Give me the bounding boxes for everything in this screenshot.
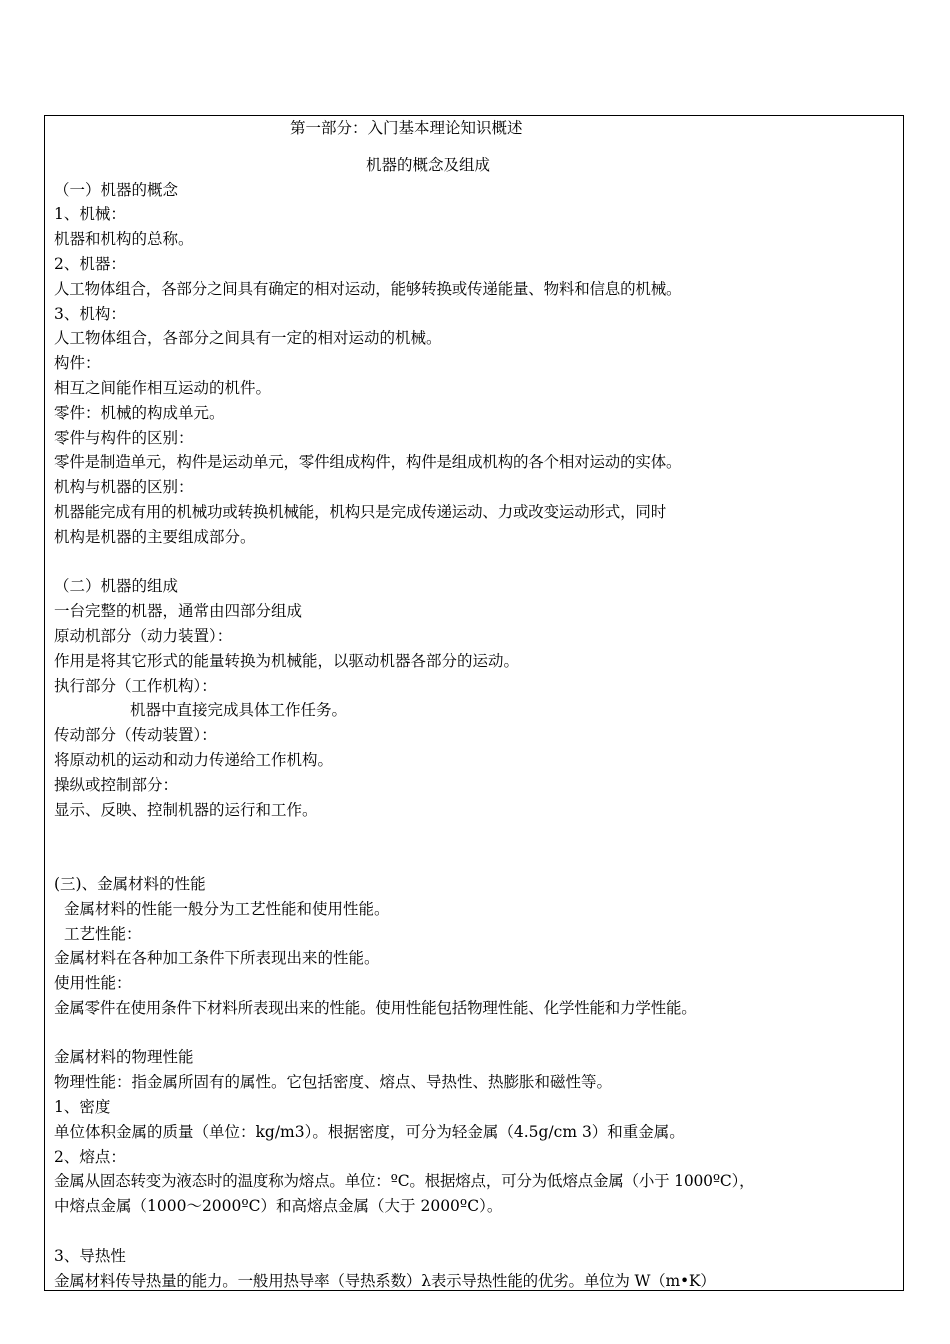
text-line: 中熔点金属（1000～2000ºC）和高熔点金属（大于 2000ºC）。: [54, 1197, 503, 1216]
text-line: 单位体积金属的质量（单位：kg/m3）。根据密度，可分为轻金属（4.5g/cm 3）和重金属。: [54, 1122, 685, 1141]
blank-line: [54, 550, 899, 575]
text-line: 金属材料的性能一般分为工艺性能和使用性能。: [64, 899, 390, 918]
text-line: 零件：机械的构成单元。: [54, 403, 225, 422]
text-line: 机构与机器的区别：: [54, 478, 194, 497]
document-frame: [44, 115, 904, 1291]
text-line: 金属材料传导热量的能力。一般用热导率（导热系数）λ表示导热性能的优劣。单位为 W（m•K）: [54, 1271, 716, 1290]
text-line: 1、密度: [54, 1098, 111, 1117]
section-heading: （一）机器的概念: [54, 180, 179, 199]
text-line: 工艺性能：: [64, 924, 142, 943]
text-line: 零件与构件的区别：: [54, 428, 194, 447]
text-line: 2、熔点：: [54, 1147, 126, 1166]
text-line: 物理性能：指金属所固有的属性。它包括密度、熔点、导热性、热膨胀和磁性等。: [54, 1073, 613, 1092]
text-line: 金属零件在使用条件下材料所表现出来的性能。使用性能包括物理性能、化学性能和力学性能。: [54, 998, 697, 1017]
text-line: 机器能完成有用的机械功或转换机械能，机构只是完成传递运动、力或改变运动形式，同时: [54, 502, 667, 521]
document-body: [54, 116, 899, 1291]
section-heading: （二）机器的组成: [54, 577, 179, 596]
text-line: 2、机器：: [54, 254, 126, 273]
text-line: 使用性能：: [54, 974, 132, 993]
text-line: 金属从固态转变为液态时的温度称为熔点。单位：ºC。根据熔点，可分为低熔点金属（小于 1000ºC），: [54, 1172, 755, 1191]
text-line: 3、导热性: [54, 1246, 126, 1265]
text-line: 机器和机构的总称。: [54, 230, 194, 249]
text-line: 人工物体组合，各部分之间具有确定的相对运动，能够转换或传递能量、物料和信息的机械。: [54, 279, 682, 298]
blank-line: [54, 822, 899, 847]
text-line: 3、机构：: [54, 304, 126, 323]
blank-line: [54, 1219, 899, 1244]
text-line: 零件是制造单元，构件是运动单元，零件组成构件，构件是组成机构的各个相对运动的实体。: [54, 453, 682, 472]
text-line: 1、机械：: [54, 205, 126, 224]
text-line: 机器中直接完成具体工作任务。: [130, 701, 348, 720]
blank-line: [54, 847, 899, 872]
text-line: 金属材料在各种加工条件下所表现出来的性能。: [54, 949, 380, 968]
text-line: 相互之间能作相互运动的机件。: [54, 378, 272, 397]
text-line: 执行部分（工作机构）：: [54, 676, 217, 695]
blank-line: [54, 1021, 899, 1046]
section-heading: (三)、金属材料的性能: [54, 874, 206, 893]
section-subtitle: 机器的概念及组成: [366, 155, 491, 174]
text-line: 传动部分（传动装置）：: [54, 726, 217, 745]
text-line: 操纵或控制部分：: [54, 775, 179, 794]
text-line: 人工物体组合，各部分之间具有一定的相对运动的机械。: [54, 329, 442, 348]
text-line: 显示、反映、控制机器的运行和工作。: [54, 800, 318, 819]
text-line: 机构是机器的主要组成部分。: [54, 527, 256, 546]
text-line: 作用是将其它形式的能量转换为机械能，以驱动机器各部分的运动。: [54, 651, 520, 670]
text-line: 原动机部分（动力装置）：: [54, 626, 233, 645]
text-line: 将原动机的运动和动力传递给工作机构。: [54, 750, 334, 769]
document-title: 第一部分：入门基本理论知识概述: [290, 119, 523, 137]
text-line: 构件：: [54, 354, 101, 373]
text-line: 一台完整的机器，通常由四部分组成: [54, 602, 303, 621]
section-heading: 金属材料的物理性能: [54, 1048, 194, 1067]
